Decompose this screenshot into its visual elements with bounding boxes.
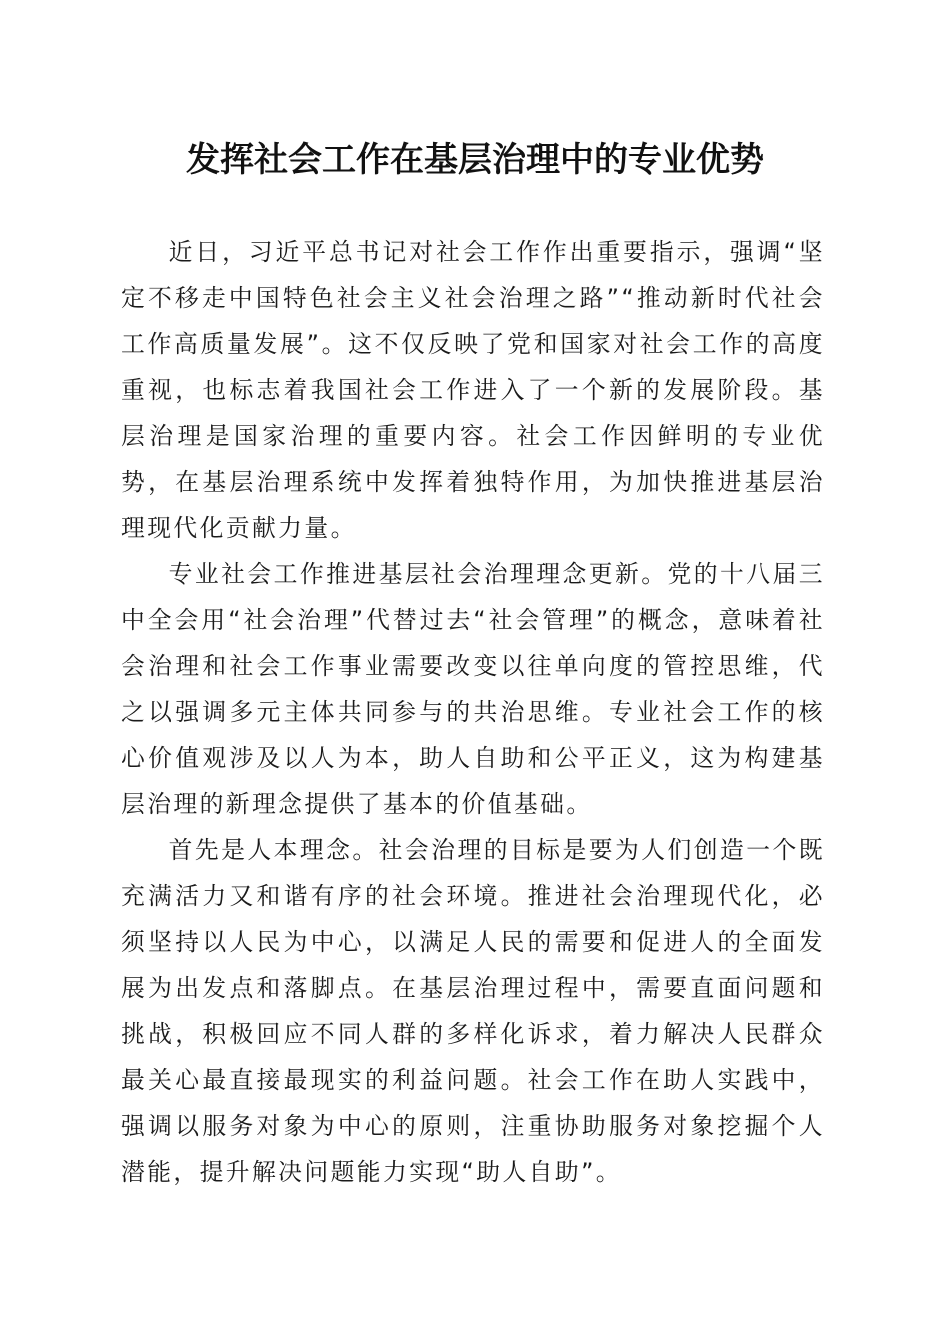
document-title: 发挥社会工作在基层治理中的专业优势 (186, 140, 764, 180)
paragraph-3: 首先是人本理念。社会治理的目标是要为人们创造一个既充满活力又和谐有序的社会环境。推进社会治理现代化，必须坚持以人民为中心，以满足人民的需要和促进人的全面发展为出发点和落脚点。在基层治理过程中，需要直面问题和挑战，积极回应不同人群的多样化诉求，着力解决人民群众最关心最直接最现实的利益问题。社会工作在助人实践中，强调以服务对象为中心的原则，注重协助服务对象挖掘个人潜能，提升解决问题能力实现“助人自助”。 (121, 836, 825, 1186)
paragraph-1: 近日，习近平总书记对社会工作作出重要指示，强调“坚定不移走中国特色社会主义社会治理之路”“推动新时代社会工作高质量发展”。这不仅反映了党和国家对社会工作的高度重视，也标志着我国社会工作进入了一个新的发展阶段。基层治理是国家治理的重要内容。社会工作因鲜明的专业优势，在基层治理系统中发挥着独特作用，为加快推进基层治理现代化贡献力量。 (121, 238, 825, 542)
paragraph-2: 专业社会工作推进基层社会治理理念更新。党的十八届三中全会用“社会治理”代替过去“社会管理”的概念，意味着社会治理和社会工作事业需要改变以往单向度的管控思维，代之以强调多元主体共同参与的共治思维。专业社会工作的核心价值观涉及以人为本，助人自助和公平正义，这为构建基层治理的新理念提供了基本的价值基础。 (121, 560, 825, 818)
document-body (121, 229, 825, 1195)
